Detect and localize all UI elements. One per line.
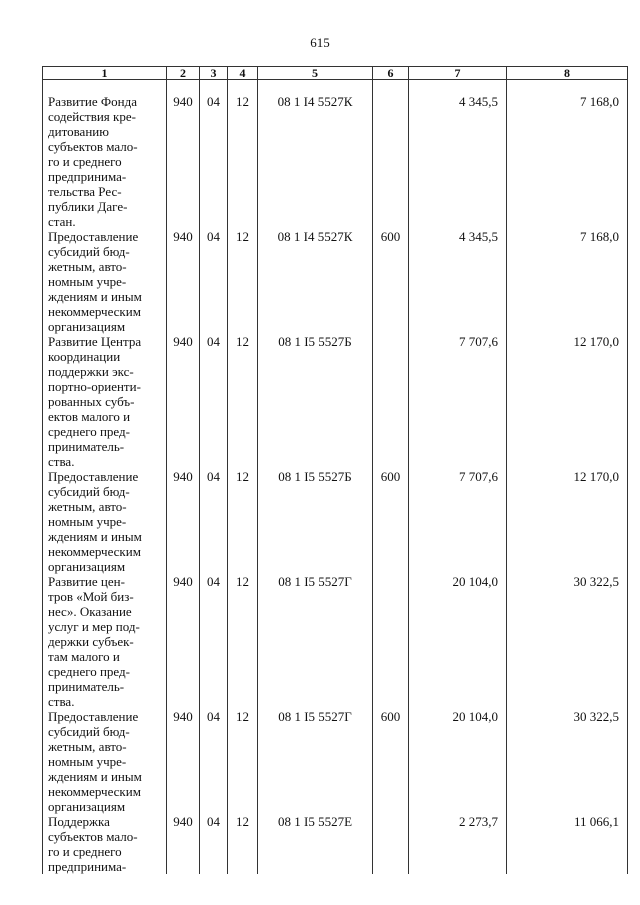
expense-type-cell: 600 [373, 229, 409, 334]
table-row [43, 814, 628, 874]
section-cell: 04 [200, 469, 228, 574]
target-code-cell: 08 1 I4 5527К [258, 229, 373, 334]
amount-col8-cell: 30 322,5 [507, 574, 628, 709]
section-cell: 04 [200, 229, 228, 334]
amount-col7-cell: 2 273,7 [409, 814, 507, 874]
expense-type-cell [373, 334, 409, 469]
table-row [43, 334, 628, 469]
target-code-cell: 08 1 I4 5527К [258, 80, 373, 230]
budget-table [42, 66, 628, 874]
grbs-cell: 940 [167, 574, 200, 709]
row-name: Предоставление субсидий бюд- жетным, авто- номным учре- ждениям и иным некоммерческим организациям [43, 709, 167, 814]
table-row [43, 229, 628, 334]
grbs-cell: 940 [167, 469, 200, 574]
amount-col8-cell: 7 168,0 [507, 229, 628, 334]
row-name: Развитие Фонда содействия кре- дитованию субъектов мало- го и среднего предпринима- тельства Рес- публики Даге- стан. [43, 80, 167, 230]
row-name: Поддержка субъектов мало- го и среднего предпринима- [43, 814, 167, 874]
column-header: 8 [507, 67, 628, 80]
table-row [43, 469, 628, 574]
amount-col7-cell: 20 104,0 [409, 709, 507, 814]
expense-type-cell: 600 [373, 469, 409, 574]
column-header: 1 [43, 67, 167, 80]
subsection-cell: 12 [228, 80, 258, 230]
row-name: Развитие цен- тров «Мой биз- нес». Оказание услуг и мер под- держки субъек- там малого и среднего пред- приниматель- ства. [43, 574, 167, 709]
row-name: Развитие Центра координации поддержки экс- портно-ориенти- рованных субъ- ектов малого и среднего пред- приниматель- ства. [43, 334, 167, 469]
target-code-cell: 08 1 I5 5527Б [258, 334, 373, 469]
header-row [43, 67, 628, 80]
amount-col7-cell: 4 345,5 [409, 229, 507, 334]
column-header: 6 [373, 67, 409, 80]
section-cell: 04 [200, 709, 228, 814]
amount-col8-cell: 12 170,0 [507, 469, 628, 574]
section-cell: 04 [200, 814, 228, 874]
target-code-cell: 08 1 I5 5527Б [258, 469, 373, 574]
target-code-cell: 08 1 I5 5527Г [258, 574, 373, 709]
subsection-cell: 12 [228, 229, 258, 334]
page-number: 615 [310, 35, 330, 50]
subsection-cell: 12 [228, 469, 258, 574]
grbs-cell: 940 [167, 814, 200, 874]
expense-type-cell [373, 574, 409, 709]
column-header: 3 [200, 67, 228, 80]
column-header: 7 [409, 67, 507, 80]
section-cell: 04 [200, 334, 228, 469]
column-header: 5 [258, 67, 373, 80]
amount-col7-cell: 4 345,5 [409, 80, 507, 230]
target-code-cell: 08 1 I5 5527Е [258, 814, 373, 874]
amount-col8-cell: 30 322,5 [507, 709, 628, 814]
amount-col7-cell: 7 707,6 [409, 469, 507, 574]
amount-col7-cell: 7 707,6 [409, 334, 507, 469]
grbs-cell: 940 [167, 334, 200, 469]
amount-col8-cell: 11 066,1 [507, 814, 628, 874]
expense-type-cell: 600 [373, 709, 409, 814]
subsection-cell: 12 [228, 709, 258, 814]
subsection-cell: 12 [228, 814, 258, 874]
amount-col7-cell: 20 104,0 [409, 574, 507, 709]
column-header: 4 [228, 67, 258, 80]
row-name: Предоставление субсидий бюд- жетным, авто- номным учре- ждениям и иным некоммерческим организациям [43, 229, 167, 334]
section-cell: 04 [200, 574, 228, 709]
amount-col8-cell: 7 168,0 [507, 80, 628, 230]
amount-col8-cell: 12 170,0 [507, 334, 628, 469]
expense-type-cell [373, 814, 409, 874]
table-row [43, 80, 628, 230]
subsection-cell: 12 [228, 574, 258, 709]
expense-type-cell [373, 80, 409, 230]
table-row [43, 709, 628, 814]
row-name: Предоставление субсидий бюд- жетным, авто- номным учре- ждениям и иным некоммерческим организациям [43, 469, 167, 574]
target-code-cell: 08 1 I5 5527Г [258, 709, 373, 814]
section-cell: 04 [200, 80, 228, 230]
grbs-cell: 940 [167, 80, 200, 230]
grbs-cell: 940 [167, 709, 200, 814]
grbs-cell: 940 [167, 229, 200, 334]
subsection-cell: 12 [228, 334, 258, 469]
table-row [43, 574, 628, 709]
column-header: 2 [167, 67, 200, 80]
